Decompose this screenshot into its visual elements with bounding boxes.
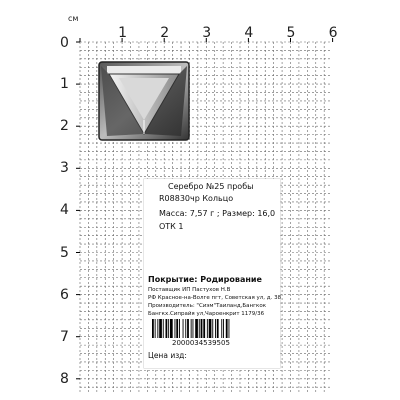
ruler-y-tick: 7 [60,328,69,345]
ruler-y-tick: 0 [60,35,69,51]
label-article: R08830чр Кольцо [159,194,234,203]
ruler-y-tick: 1 [60,76,69,93]
label-price: Цена изд: [148,351,187,360]
ruler-y-tick: 2 [60,118,69,135]
label-manufacturer: Производитель: "Сиэм"Таиланд,Бангкок [148,303,267,309]
ruler-x-tick: 1 [118,25,128,41]
label-address: РФ Красное-на-Волге пгт, Советская ул, д. 38 [148,295,282,301]
ruler-x-tick: 4 [244,25,254,41]
barcode-number: 2000034539505 [172,339,230,347]
label-manufacturer-address: Бангкх.Сипрайя ул,Чароенкрит 1179/36 [148,311,265,317]
label-otk: ОТК 1 [159,222,184,231]
label-coating: Покрытие: Родирование [148,275,262,284]
label-weight-size: Масса: 7,57 г ; Размер: 16,0 [159,209,276,218]
ring-photo [97,60,191,142]
ruler-y-tick: 5 [60,244,69,261]
ruler-x-tick: 2 [160,25,170,41]
ruler-unit: см [68,14,79,23]
label-supplier: Поставщик ИП Пастухов Н.В [148,287,231,293]
ruler-x-tick: 3 [202,25,212,41]
ruler-y-tick: 3 [60,160,69,177]
ruler-y-tick: 4 [60,202,69,219]
ruler-x-tick: 5 [286,25,296,41]
product-label [144,179,280,368]
barcode [150,319,262,338]
ruler-y-tick: 6 [60,286,69,303]
ruler-y-tick: 8 [60,370,69,387]
ruler-x-tick: 6 [328,25,338,41]
label-material: Серебро №25 пробы [168,182,254,191]
